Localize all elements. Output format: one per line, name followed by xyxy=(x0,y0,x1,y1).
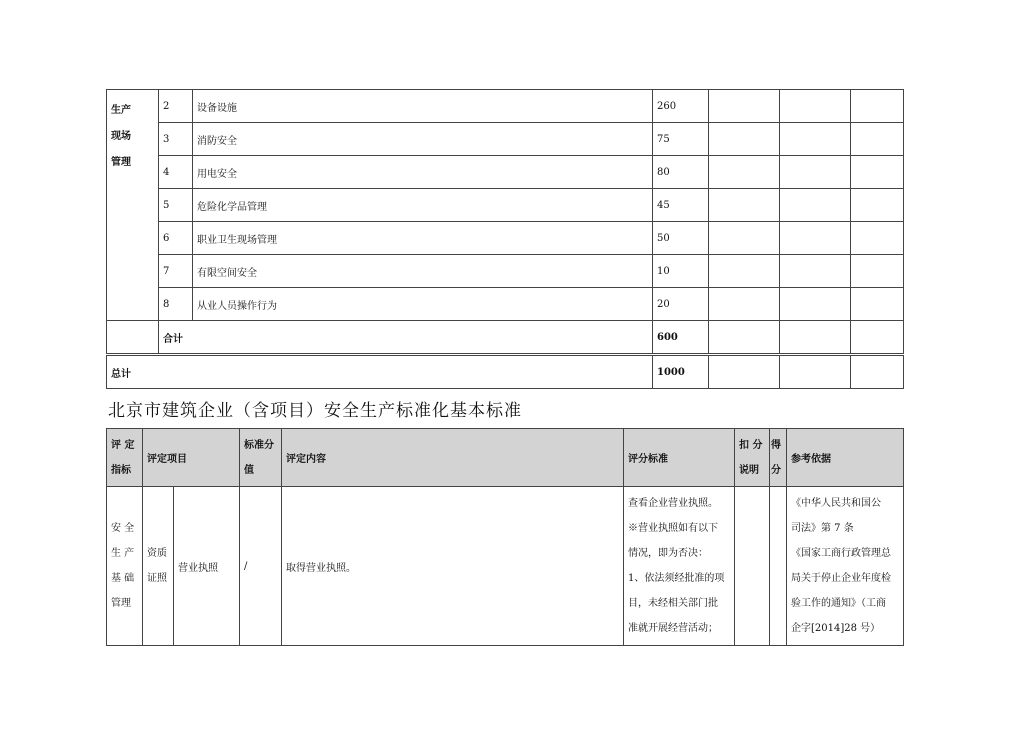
row-score: 260 xyxy=(653,90,709,123)
blank-cell xyxy=(709,321,780,355)
row-score: 10 xyxy=(653,255,709,288)
row-std-score: / xyxy=(240,487,282,646)
row-number: 8 xyxy=(159,288,193,321)
blank-cell xyxy=(709,255,780,288)
table-row xyxy=(107,156,904,189)
blank-cell xyxy=(735,487,770,646)
row-number: 6 xyxy=(159,222,193,255)
blank-cell xyxy=(780,123,851,156)
blank-cell xyxy=(851,255,904,288)
row-item: 有限空间安全 xyxy=(193,255,653,288)
header-eval-content: 评定内容 xyxy=(282,429,624,487)
score-summary-table xyxy=(106,89,904,389)
subtotal-row xyxy=(107,321,904,355)
row-score: 80 xyxy=(653,156,709,189)
header-score: 得 分 xyxy=(770,429,787,487)
row-item: 危险化学品管理 xyxy=(193,189,653,222)
row-number: 7 xyxy=(159,255,193,288)
blank-cell xyxy=(851,123,904,156)
row-item: 从业人员操作行为 xyxy=(193,288,653,321)
blank-cell xyxy=(851,222,904,255)
blank-cell xyxy=(780,321,851,355)
blank-cell xyxy=(709,156,780,189)
total-value: 1000 xyxy=(653,355,709,389)
blank-cell xyxy=(780,189,851,222)
table-row xyxy=(107,487,904,646)
row-scoring-standard: 查看企业营业执照。 ※营业执照如有以下 情况，即为否决： 1、依法须经批准的项 目，未经相关部门批 准就开展经营活动； xyxy=(624,487,735,646)
blank-cell xyxy=(780,222,851,255)
blank-cell xyxy=(770,487,787,646)
row-score: 45 xyxy=(653,189,709,222)
row-reference: 《中华人民共和国公 司法》第 7 条 《国家工商行政管理总 局关于停止企业年度检 验工作的通知》（工商 企字[2014]28 号） xyxy=(787,487,904,646)
table-row xyxy=(107,90,904,123)
row-eval-index: 安 全 生 产 基 础 管理 xyxy=(107,487,143,646)
row-item: 设备设施 xyxy=(193,90,653,123)
blank-cell xyxy=(851,90,904,123)
table-row xyxy=(107,255,904,288)
blank-cell xyxy=(851,189,904,222)
blank-cell xyxy=(709,222,780,255)
row-item: 职业卫生现场管理 xyxy=(193,222,653,255)
row-score: 20 xyxy=(653,288,709,321)
blank-cell xyxy=(851,321,904,355)
row-content: 取得营业执照。 xyxy=(282,487,624,646)
row-score: 75 xyxy=(653,123,709,156)
blank-cell xyxy=(780,255,851,288)
total-label: 总计 xyxy=(107,355,653,389)
header-eval-item: 评定项目 xyxy=(143,429,240,487)
row-category: 资质 证照 xyxy=(143,487,174,646)
header-scoring-standard: 评分标准 xyxy=(624,429,735,487)
subtotal-value: 600 xyxy=(653,321,709,355)
table-row xyxy=(107,123,904,156)
blank-cell xyxy=(709,123,780,156)
table-row xyxy=(107,189,904,222)
blank-cell xyxy=(709,90,780,123)
subtotal-label: 合计 xyxy=(159,321,653,355)
header-eval-index: 评 定 指标 xyxy=(107,429,143,487)
table-row xyxy=(107,288,904,321)
blank-cell xyxy=(709,355,780,389)
row-number: 5 xyxy=(159,189,193,222)
table-row xyxy=(107,222,904,255)
header-std-score: 标准分 值 xyxy=(240,429,282,487)
blank-cell xyxy=(709,288,780,321)
row-number: 2 xyxy=(159,90,193,123)
blank-cell xyxy=(851,156,904,189)
row-item: 用电安全 xyxy=(193,156,653,189)
blank-cell xyxy=(780,288,851,321)
row-item: 消防安全 xyxy=(193,123,653,156)
blank-cell xyxy=(780,156,851,189)
row-number: 4 xyxy=(159,156,193,189)
row-number: 3 xyxy=(159,123,193,156)
blank-cell xyxy=(780,90,851,123)
header-deduct-note: 扣 分 说明 xyxy=(735,429,770,487)
blank-cell xyxy=(851,355,904,389)
total-row xyxy=(107,355,904,389)
blank-cell xyxy=(851,288,904,321)
section-label-production-site: 生产 现场 管理 xyxy=(107,90,159,321)
standard-table xyxy=(106,428,904,646)
page-title: 北京市建筑企业（含项目）安全生产标准化基本标准 xyxy=(108,401,522,421)
blank-cell xyxy=(780,355,851,389)
header-row xyxy=(107,429,904,487)
blank-cell xyxy=(709,189,780,222)
header-reference: 参考依据 xyxy=(787,429,904,487)
blank-cell xyxy=(107,321,159,355)
row-score: 50 xyxy=(653,222,709,255)
row-item: 营业执照 xyxy=(174,487,240,646)
